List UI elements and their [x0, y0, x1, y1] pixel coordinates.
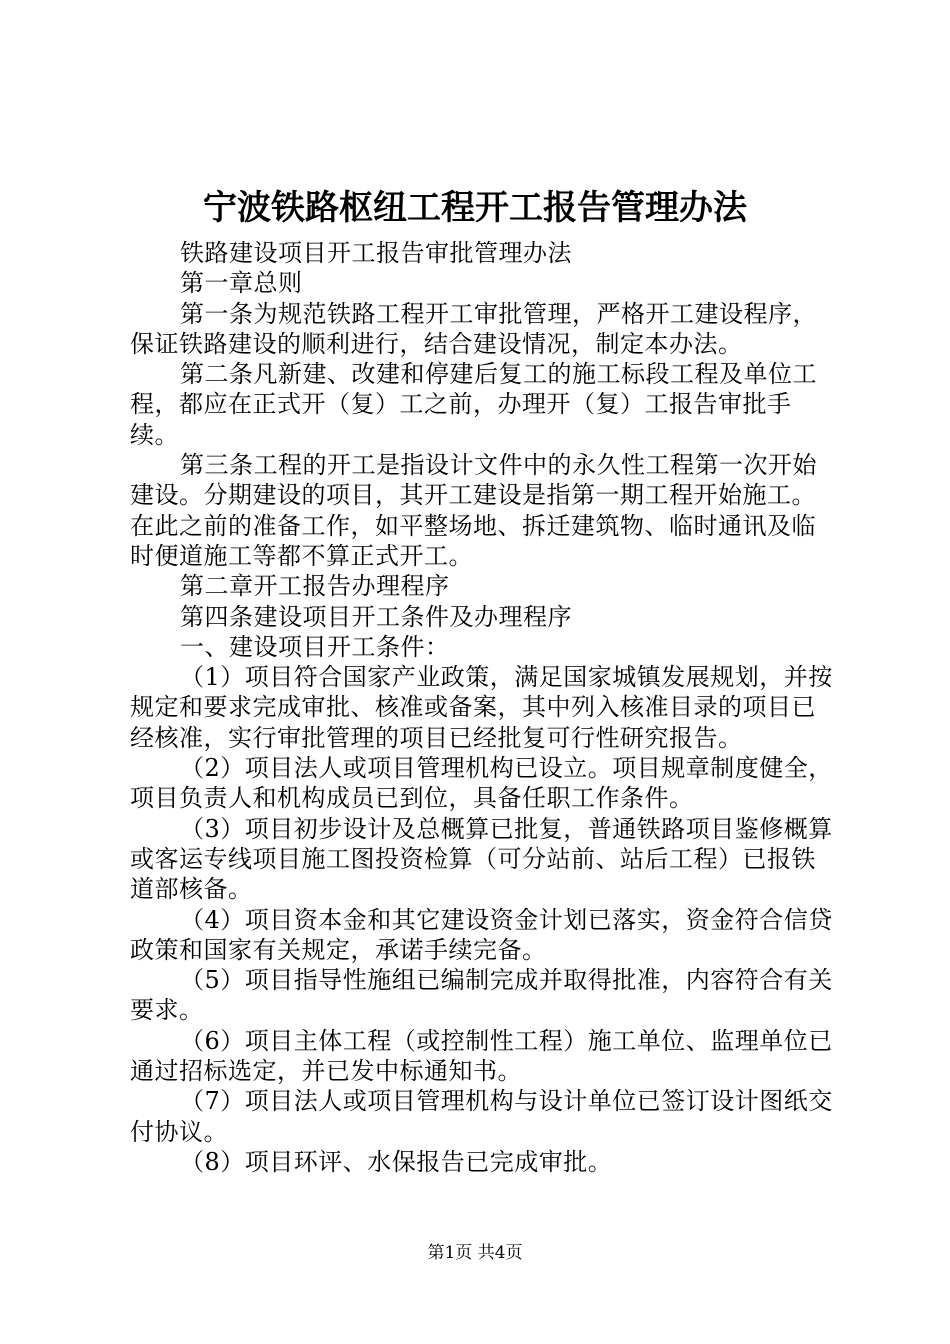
document-title: 宁波铁路枢纽工程开工报告管理办法 — [203, 188, 747, 228]
list-item: （7）项目法人或项目管理机构与设计单位已签订设计图纸交付协议。 — [130, 1087, 833, 1146]
paragraph: 第二条凡新建、改建和停建后复工的施工标段工程及单位工程，都应在正式开（复）工之前，办理开（复）工报告审批手续。 — [130, 360, 817, 449]
paragraph: 第四条建设项目开工条件及办理程序 — [180, 602, 572, 631]
list-item: （1）项目符合国家产业政策，满足国家城镇发展规划，并按规定和要求完成审批、核准或备案，其中列入核准目录的项目已经核准，实行审批管理的项目已经批复可行性研究报告。 — [130, 663, 833, 752]
paragraph: 一、建设项目开工条件： — [180, 632, 450, 661]
list-item: （5）项目指导性施组已编制完成并取得批准，内容符合有关要求。 — [130, 966, 833, 1025]
chapter-heading: 第一章总则 — [180, 269, 303, 298]
list-item: （8）项目环评、水保报告已完成审批。 — [180, 1147, 613, 1176]
paragraph: 第一条为规范铁路工程开工审批管理，严格开工建设程序，保证铁路建设的顺利进行，结合建设情况，制定本办法。 — [130, 299, 817, 358]
list-item: （4）项目资本金和其它建设资金计划已落实，资金符合信贷政策和国家有关规定，承诺手续完备。 — [130, 905, 833, 964]
list-item: （3）项目初步设计及总概算已批复，普通铁路项目鉴修概算或客运专线项目施工图投资检算（可分站前、站后工程）已报铁道部核备。 — [130, 814, 833, 904]
chapter-heading: 第二章开工报告办理程序 — [180, 572, 450, 601]
document-body — [130, 238, 835, 1177]
paragraph: 第三条工程的开工是指设计文件中的永久性工程第一次开始建设。分期建设的项目，其开工建设是指第一期工程开始施工。在此之前的准备工作，如平整场地、拆迁建筑物、临时通讯及临时便道施工等都不算正式开工。 — [130, 451, 817, 570]
page-number-footer: 第1页 共4页 — [427, 1243, 523, 1263]
paragraph: 铁路建设项目开工报告审批管理办法 — [180, 239, 572, 267]
list-item: （2）项目法人或项目管理机构已设立。项目规章制度健全，项目负责人和机构成员已到位，具备任职工作条件。 — [130, 754, 833, 813]
list-item: （6）项目主体工程（或控制性工程）施工单位、监理单位已通过招标选定，并已发中标通知书。 — [130, 1026, 833, 1086]
